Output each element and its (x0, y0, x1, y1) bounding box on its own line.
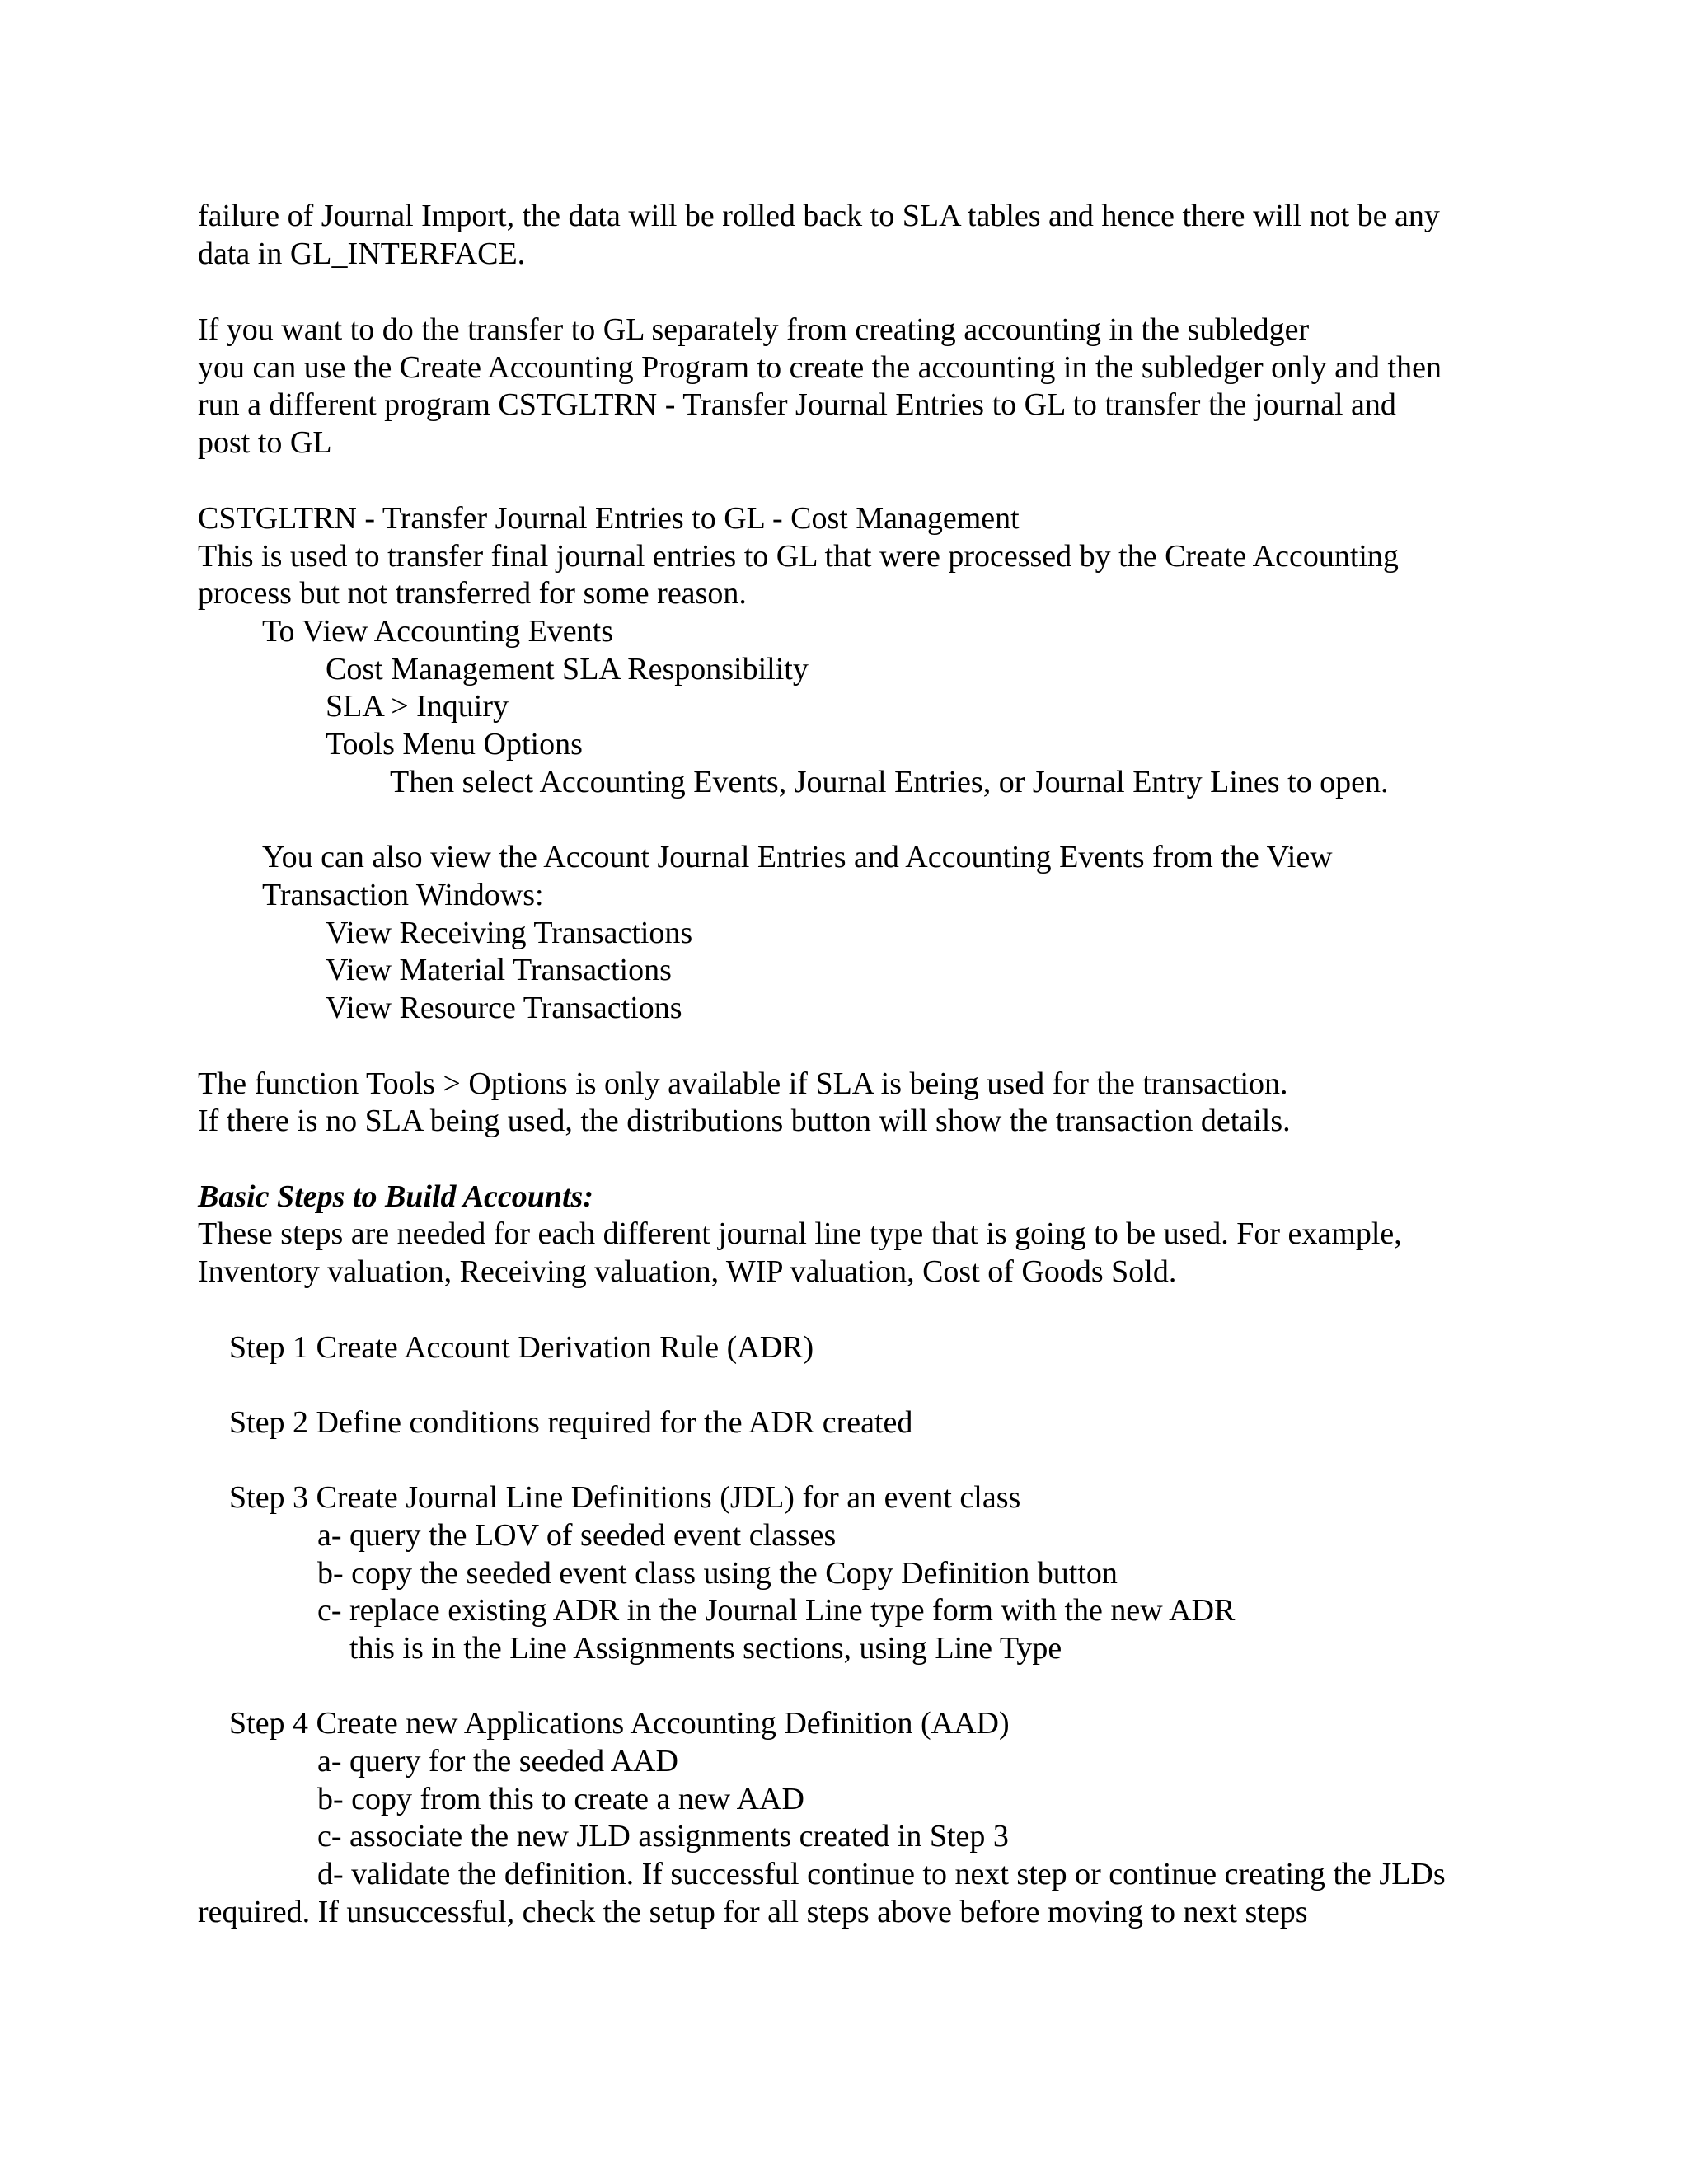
basic-steps-heading: Basic Steps to Build Accounts: (198, 1179, 593, 1214)
basic-steps-intro-line-1: These steps are needed for each different journal line type that is going to be used. For example, (198, 1216, 1402, 1251)
cstgltrn-description-line-2: process but not transferred for some reason. (198, 576, 747, 611)
step-3-item-c-continuation: this is in the Line Assignments sections, using Line Type (349, 1631, 1062, 1666)
function-note-line-1: The function Tools > Options is only available if SLA is being used for the transaction. (198, 1066, 1288, 1101)
view-events-step-2: SLA > Inquiry (326, 689, 509, 724)
window-item-resource: View Resource Transactions (326, 991, 682, 1025)
also-view-line-2: Transaction Windows: (262, 878, 544, 912)
cstgltrn-title: CSTGLTRN - Transfer Journal Entries to GL - Cost Management (198, 501, 1020, 536)
step-2: Step 2 Define conditions required for the ADR created (229, 1405, 913, 1440)
view-events-detail: Then select Accounting Events, Journal Entries, or Journal Entry Lines to open. (390, 765, 1389, 799)
transfer-line-3: run a different program CSTGLTRN - Transfer Journal Entries to GL to transfer the journal and (198, 387, 1396, 422)
step-3-item-c: c- replace existing ADR in the Journal Line type form with the new ADR (317, 1593, 1236, 1628)
transfer-line-1: If you want to do the transfer to GL separately from creating accounting in the subledger (198, 312, 1310, 347)
step-4-item-a: a- query for the seeded AAD (317, 1744, 678, 1779)
view-events-step-1: Cost Management SLA Responsibility (326, 652, 809, 687)
step-4-item-c: c- associate the new JLD assignments created in Step 3 (317, 1819, 1009, 1854)
step-3-title: Step 3 Create Journal Line Definitions (JDL) for an event class (229, 1480, 1021, 1515)
step-4-item-d-continuation: required. If unsuccessful, check the setup for all steps above before moving to next steps (198, 1895, 1308, 1929)
step-4-title: Step 4 Create new Applications Accounting Definition (AAD) (229, 1706, 1010, 1741)
window-item-receiving: View Receiving Transactions (326, 916, 693, 950)
step-3-item-a: a- query the LOV of seeded event classes (317, 1518, 837, 1553)
transfer-line-4: post to GL (198, 425, 332, 460)
basic-steps-intro-line-2: Inventory valuation, Receiving valuation, WIP valuation, Cost of Goods Sold. (198, 1254, 1177, 1289)
also-view-line-1: You can also view the Account Journal Entries and Accounting Events from the View (262, 840, 1333, 874)
window-item-material: View Material Transactions (326, 953, 672, 987)
step-3-item-b: b- copy the seeded event class using the Copy Definition button (317, 1556, 1118, 1591)
step-4-item-b: b- copy from this to create a new AAD (317, 1782, 804, 1816)
view-events-heading: To View Accounting Events (262, 614, 614, 649)
journal-import-line-2: data in GL_INTERFACE. (198, 237, 526, 271)
function-note-line-2: If there is no SLA being used, the distributions button will show the transaction details. (198, 1104, 1291, 1138)
view-events-step-3: Tools Menu Options (326, 727, 583, 762)
cstgltrn-description-line-1: This is used to transfer final journal entries to GL that were processed by the Create Accounting (198, 539, 1399, 574)
step-4-item-d: d- validate the definition. If successful continue to next step or continue creating the JLDs (317, 1857, 1446, 1891)
step-1: Step 1 Create Account Derivation Rule (ADR) (229, 1330, 814, 1365)
journal-import-line-1: failure of Journal Import, the data will be rolled back to SLA tables and hence there will not be any (198, 199, 1440, 233)
transfer-line-2: you can use the Create Accounting Program to create the accounting in the subledger only and then (198, 350, 1442, 385)
